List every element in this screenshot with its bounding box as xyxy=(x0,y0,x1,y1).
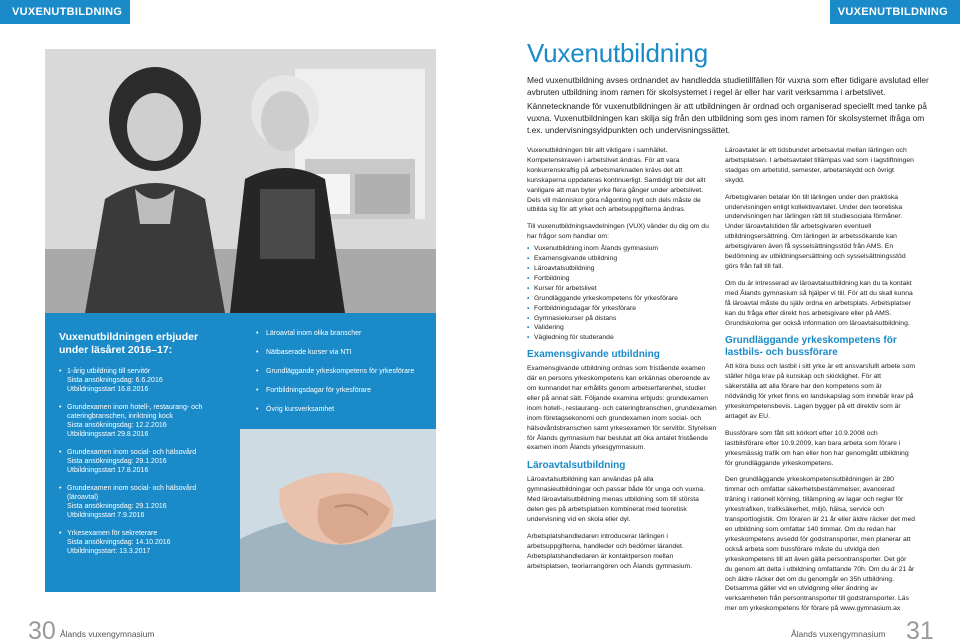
page-number-left: 30 xyxy=(28,617,56,644)
paragraph: Läroavtalet är ett tidsbundet arbetsavtal mellan lärlingen och arbetsplatsen. I arbetsavtalet tillämpas vad som i lagstiftningen stadgas om arbetstid, semester, arbetarskydd och övrigt skydd. xyxy=(725,147,914,184)
intro-paragraph: Med vuxenutbildning avses ordnandet av handledda studietillfällen för vuxna som efter tidigare avslutad eller avbruten utbildning inom ramen för skolsystemet i regel är eller har varit verksamma i arbetslivet. xyxy=(527,75,929,98)
list-item: • Läroavtalsutbildning xyxy=(527,264,717,274)
other-programs-box xyxy=(240,313,436,429)
list-item: • Fortbildning xyxy=(527,274,717,284)
header-section-label-right: VUXENUTBILDNING xyxy=(830,0,960,24)
list-item: • Vägledning för studerande xyxy=(527,333,717,343)
paragraph: Examensgivande utbildning ordnas som fristående examen där en persons yrkeskompetens kan erkännas oberoende av om kunnandet har erhållits genom arbetserfarenhet, studier eller på annat sätt. Följande examina erbjuds: grundexamen inom hotell-, restaurang- och cateringbranschen, grundexamen inom företagsekonomi och grundexamen inom social- och hälsovårdsbranschen samt yrkesexamen för servitör. Styrelsen för Ålands gymnasium har beslutat att öka antalet fristående examen inom Ålands yrkesgymnasium. xyxy=(527,365,717,452)
list-item: • Fortbildningsdagar för yrkesförare xyxy=(527,304,717,314)
list-item: • Kurser för arbetslivet xyxy=(527,284,717,294)
footer-publication-left: Ålands vuxengymnasium xyxy=(60,629,155,639)
photo-two-women xyxy=(45,49,436,313)
offered-courses-box xyxy=(45,313,240,592)
list-item: • Grundläggande yrkeskompetens för yrkesförare xyxy=(527,294,717,304)
paragraph: Vuxenutbildningen blir allt viktigare i samhället. Kompetenskraven i arbetslivet ändras. För att vara konkurrenskraftig på arbetsmarknaden krävs det att kunskaperna uppdateras kontinuerligt. Samtidigt blir det allt vanligare att man byter yrke flera gånger under arbetslivet. Dels vill människor göra någonting nytt och dels måste de utbilda sig för att yrket och arbetsuppgifterna ändras. xyxy=(527,147,706,214)
intro-paragraph: Kännetecknande för vuxenutbildningen är att utbildningen är ordnad och organiserad speciellt med tanke på vuxna. Vuxenutbildningen kan skilja sig från den utbildning som ges inom ramen för skolsystemet ifråga om t.ex. undervisningsyidpunkten och undervisningssättet. xyxy=(527,100,927,136)
list-item: • Yrkesexamen för sekreterare Sista ansökningsdag: 14.10.2016 Utbildningsstart: 13.3.2017 xyxy=(59,529,228,556)
list-item: • Grundexamen inom hotell-, restaurang- och cateringbranschen, inriktning kock Sista ansökningsdag: 12.2.2016 Utbildningsstart 29.8.2016 xyxy=(59,403,228,439)
list-item: • Examensgivande utbildning xyxy=(527,254,717,264)
list-item: • Övrig kursverksamhet xyxy=(256,405,424,414)
header-section-label-left: VUXENUTBILDNING xyxy=(0,0,130,24)
paragraph: Läroavtalsutbildning kan användas på alla gymnasieutbildningar och passar både för unga och vuxna. Med läroavtalsutbildning menas utbildning som till största delen ges på arbetsplatsen kombinerat med teoretisk undervisning vid en skola eller dyl. xyxy=(527,476,705,523)
photo-holding-hands xyxy=(240,429,436,592)
list-item: • Grundexamen inom social- och hälsovård (läroavtal) Sista ansökningsdag: 29.1.2016 Utbildningsstart 7.9.2016 xyxy=(59,484,228,520)
offered-courses-list xyxy=(59,367,228,556)
page-number-right: 31 xyxy=(906,617,934,644)
text-column-right xyxy=(725,146,915,621)
footer-publication-right: Ålands vuxengymnasium xyxy=(791,629,886,639)
offered-courses-title: Vuxenutbildningen erbjuder under läsåret 2016–17: xyxy=(59,331,199,356)
paragraph: Arbetsgivaren betalar lön till lärlingen under den praktiska undervisningen enligt kollektivavtalet. Under den teoretiska undervisningen har lärlingen rätt till studiesociala förmåner. Under läroavtalstiden får arbetsgivaren eventuell utbildningsersättning. Om lärlingen är arbetssökande kan arbetsgivaren även få sysselsättningsstöd från AMS. En bedömning av utbildningsersättning och sysselsättningsstöd görs från fall till fall. xyxy=(725,193,906,270)
paragraph: Till vuxenutbildningsavdelningen (VUX) vänder du dig om du har frågor som handlar om: xyxy=(527,223,709,241)
list-item: • Grundexamen inom social- och hälsovård Sista ansökningsdag: 29.1.2016 Utbildningsstart 17.8.2016 xyxy=(59,448,228,475)
other-programs-list xyxy=(256,329,424,414)
vux-topics-list xyxy=(527,244,717,343)
section-heading-laroavtal: Läroavtalsutbildning xyxy=(527,460,626,472)
intro-text xyxy=(527,74,937,137)
page-title: Vuxenutbildning xyxy=(527,38,709,68)
paragraph: Bussförare som fått sitt körkort efter 10.9.2008 och lastbilsförare efter 10.9.2009, kan bara arbeta som förare i yrkesmässig trafik om han eller hon har genomgått utbildning för grundläggande yrkeskompetens. xyxy=(725,429,909,467)
list-item: • Läroavtal inom olika branscher xyxy=(256,329,424,338)
list-item: • Validering xyxy=(527,323,717,333)
list-item: • Grundläggande yrkeskompetens för yrkesförare xyxy=(256,367,424,376)
list-item: • Gymnasiekurser på distans xyxy=(527,314,717,324)
section-heading-yrkeskompetens: Grundläggande yrkeskompetens för lastbils- och bussförare xyxy=(725,335,897,359)
paragraph: Att köra buss och lastbil i sitt yrke är ett ansvarsfullt arbete som ställer höga krav på kunskap och skicklighet. För att säkerställa att alla förare har den kompetens som är nödvändig för yrket finns en landskapslag som innebär krav på yrkeskompetensbevis. Lagen bygger på ett direktiv som är antaget av EU. xyxy=(725,363,916,420)
paragraph: Den grundläggande yrkeskompetensutbildningen är 280 timmar och omfattar säkerhetsbestämmelser, avancerad träning i rationell körning, tillämpning av lagar och regler för yrkestrafiken, trafiksäkerhet, miljö, hälsa, service och transportlogistik. Om föraren är 21 år eller äldre räcker det med en utbildning som omfattar 140 timmar. Om du redan har yrkeskompetens avsedd för godstransporter, men planerar att också arbeta som bussförare måste du utvidga den yrkeskompetens till att även gälla persontransporter. Det gör du genom att delta i utbildning omfattande 70h. Om du är 21 år och äldre räcker det om du genomgår en 35h utbildning. Detsamma gäller vid en utvidgning eller ändring av verksamheten från persontransporter till godstransporter. Läs mer om yrkeskompetens för förare på www.gymnasium.ax xyxy=(725,476,916,613)
list-item: • Fortbildningsdagar för yrkesförare xyxy=(256,386,424,395)
list-item: • 1-årig utbildning till servitör Sista ansökningsdag: 6.6.2016 Utbildningsstart 16.8.2016 xyxy=(59,367,228,394)
list-item: • Vuxenutbildning inom Ålands gymnasium xyxy=(527,244,717,254)
list-item: • Nätbaserade kurser via NTI xyxy=(256,348,424,357)
paragraph: Om du är intresserad av läroavtalsutbildning kan du ta kontakt med Ålands gymnasium så hjälper vi till. För att du skall kunna få läroavtal måste du själv ordna en arbetsplats. Arbetsplatser kan du fråga efter direkt hos arbetsgivare eller på AMS. Grundskolorna ger också information om läroavtalsutbildning. xyxy=(725,279,913,327)
paragraph: Arbetsplatshandledaren introducerar lärlingen i arbetsuppgifterna, handleder och bedömer lärandet. Arbetsplatshandledaren är kontaktperson mellan arbetsplatsen, teoriarrangören och Ålands gymnasium. xyxy=(527,532,693,570)
section-heading-examensgivande: Examensgivande utbildning xyxy=(527,349,660,361)
text-column-left xyxy=(527,146,717,579)
